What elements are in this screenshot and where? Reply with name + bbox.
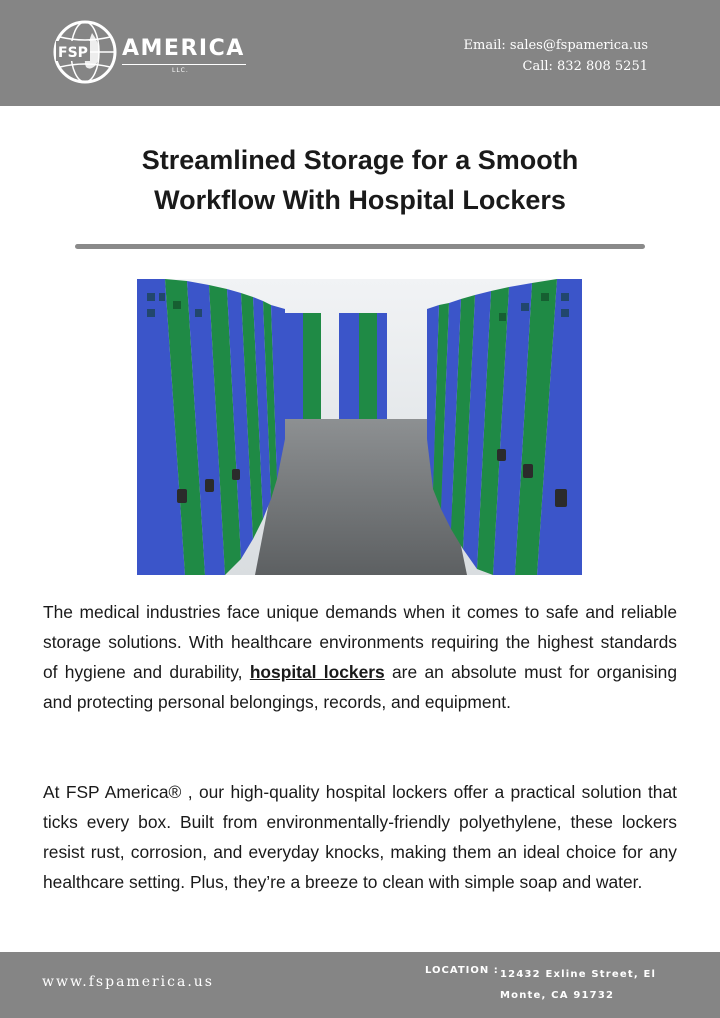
globe-icon [52, 19, 118, 85]
contact-info [464, 35, 649, 77]
intro-paragraph [43, 597, 677, 717]
title-line-2: Workflow With Hospital Lockers [154, 185, 566, 215]
hospital-lockers-photo [137, 279, 582, 575]
company-logo[interactable] [52, 19, 252, 85]
website-link[interactable]: www.fspamerica.us [42, 974, 214, 990]
hospital-lockers-link[interactable]: hospital lockers [249, 662, 385, 682]
logo-badge-text: FSP [58, 45, 88, 61]
address [500, 964, 680, 1006]
email-link[interactable]: Email: sales@fspamerica.us [463, 38, 648, 53]
phone-link[interactable]: Call: 832 808 5251 [522, 59, 648, 74]
intro-text-start: The medical industries face unique demands when it comes to safe and reliable storage solutions. With healthcare environments requiring the highest standards of hygiene and durability, [43, 602, 677, 682]
lockers-illustration [137, 279, 582, 575]
product-paragraph: At FSP America® , our high-quality hospital lockers offer a practical solution that ticks every box. Built from environmentally-friendly polyethylene, these lockers resist rust, corrosion, and everyday knocks, making them an ideal choice for any healthcare setting. Plus, they’re a breeze to clean with simple soap and water. [43, 782, 677, 892]
page-title [60, 140, 660, 220]
page-footer [0, 952, 720, 1018]
address-line-1: 12432 Exline Street, El [500, 969, 657, 980]
page-header [0, 0, 720, 106]
logo-wordmark: AMERICA [122, 36, 245, 61]
location-label: LOCATION : [425, 965, 499, 976]
title-divider [75, 244, 645, 249]
address-line-2: Monte, CA 91732 [500, 990, 615, 1001]
intro-text-end: are an absolute must for organising and protecting personal belongings, records, and equipment. [43, 662, 677, 712]
logo-suffix: LLC. [172, 67, 189, 74]
title-line-1: Streamlined Storage for a Smooth [141, 145, 579, 175]
logo-underline [122, 64, 246, 65]
